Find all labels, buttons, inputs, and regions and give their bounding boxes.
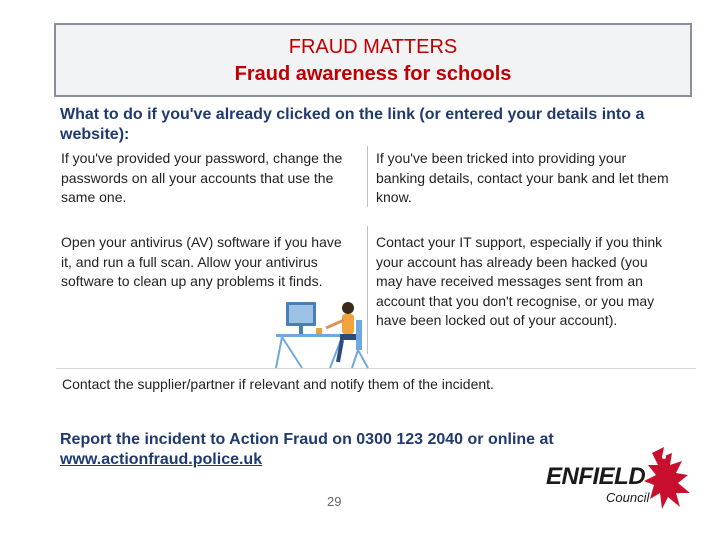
advice-bank: If you've been tricked into providing your banking details, contact your bank and let them know. <box>376 150 669 205</box>
page-title <box>56 34 690 88</box>
report-instructions <box>60 430 620 470</box>
logo-wordmark: ENFIELD <box>546 463 646 490</box>
enfield-council-logo <box>546 443 696 513</box>
title-line-2: Fraud awareness for schools <box>234 63 512 85</box>
advice-password: If you've provided your password, change the passwords on all your accounts that use the same one. <box>61 150 343 205</box>
supplier-advice: Contact the supplier/partner if relevant and notify them of the incident. <box>62 376 494 392</box>
divider <box>367 146 368 207</box>
intro-heading: What to do if you've already clicked on the link (or entered your details into a website): <box>60 106 645 143</box>
advice-antivirus: Open your antivirus (AV) software if you have it, and run a full scan. Allow your antivirus software to clean up any problems it finds. <box>61 234 342 289</box>
advice-it-support: Contact your IT support, especially if you think your account has already been hacked (you may have received messages sent from an account that you don't recognise, or you may have been locked out of your account). <box>376 234 663 328</box>
report-text: Report the incident to Action Fraud on 0300 123 2040 or online at <box>60 431 554 448</box>
dragon-icon <box>642 443 698 513</box>
title-line-1: FRAUD MATTERS <box>288 36 458 58</box>
person-at-computer-illustration <box>272 290 380 370</box>
header-box <box>54 23 692 97</box>
page-number: 29 <box>327 494 342 509</box>
logo-subtitle: Council <box>606 490 650 505</box>
action-fraud-link[interactable]: www.actionfraud.police.uk <box>60 451 263 468</box>
